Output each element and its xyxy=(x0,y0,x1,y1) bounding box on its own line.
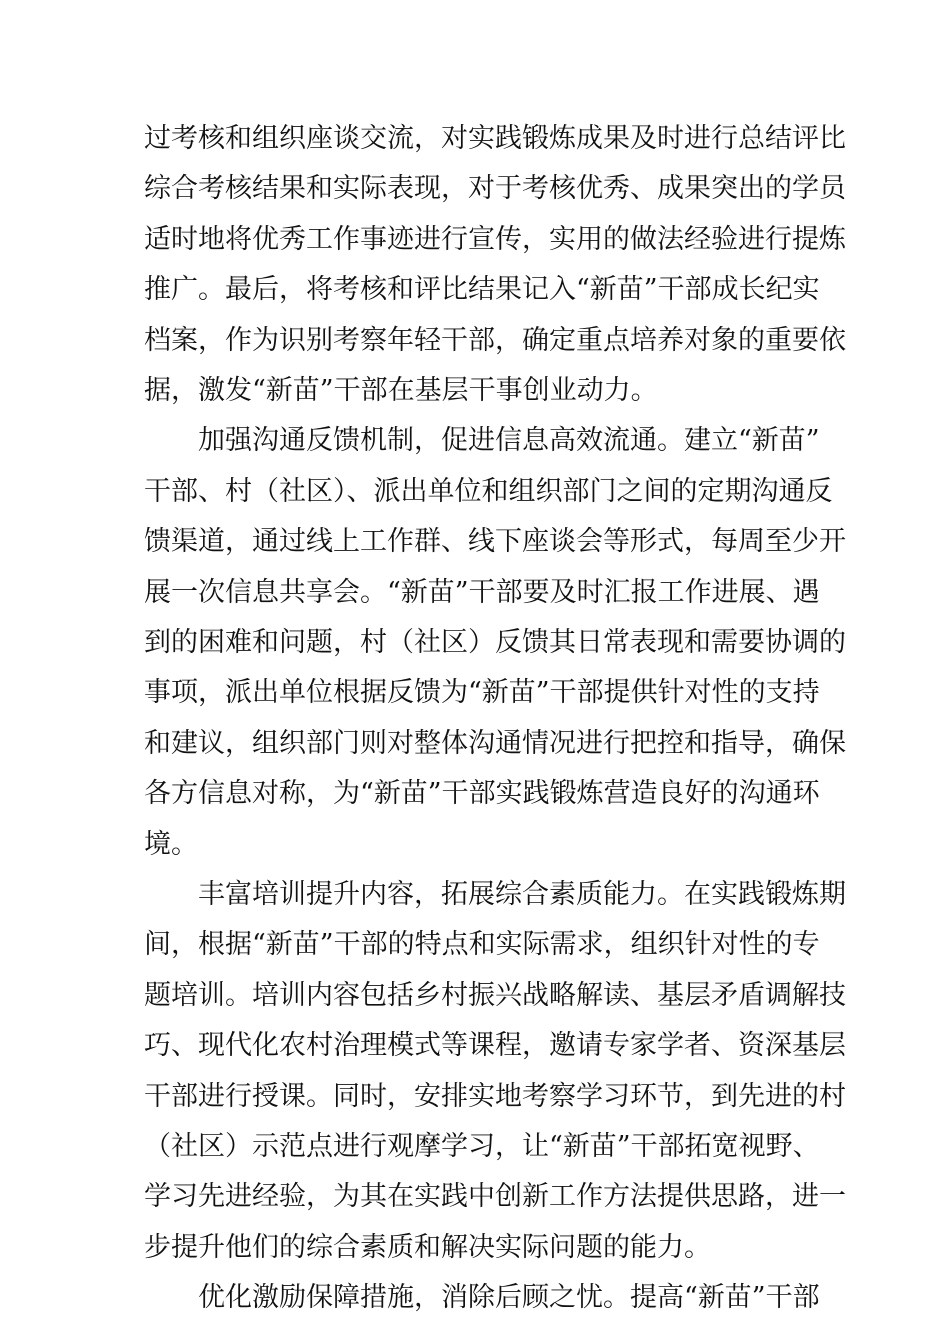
text-line: 到的困难和问题，村（社区）反馈其日常表现和需要协调的 xyxy=(144,627,846,658)
paragraph-first-line: 加强沟通反馈机制，促进信息高效流通。建立“新苗” xyxy=(198,425,820,457)
text-line: 各方信息对称，为“新苗”干部实践锻炼营造良好的沟通环 xyxy=(144,778,820,810)
text-line: 干部进行授课。同时，安排实地考察学习环节，到先进的村 xyxy=(144,1080,846,1112)
text-line: 题培训。培训内容包括乡村振兴战略解读、基层矛盾调解技 xyxy=(144,979,846,1011)
text-line: 过考核和组织座谈交流，对实践锻炼成果及时进行总结评比 xyxy=(144,123,846,154)
text-line: 境。 xyxy=(144,828,198,860)
text-line: 档案，作为识别考察年轻干部，确定重点培养对象的重要依 xyxy=(144,324,846,356)
text-line: 馈渠道，通过线上工作群、线下座谈会等形式，每周至少开 xyxy=(144,526,846,558)
text-line: 据，激发“新苗”干部在基层干事创业动力。 xyxy=(144,375,658,406)
text-line: 间，根据“新苗”干部的特点和实际需求，组织针对性的专 xyxy=(144,929,820,961)
text-line: 干部、村（社区）、派出单位和组织部门之间的定期沟通反 xyxy=(144,475,833,507)
text-line: 展一次信息共享会。“新苗”干部要及时汇报工作进展、遇 xyxy=(144,576,820,608)
text-line: 综合考核结果和实际表现，对于考核优秀、成果突出的学员 xyxy=(144,173,846,205)
text-line: 学习先进经验，为其在实践中创新工作方法提供思路，进一 xyxy=(144,1181,846,1213)
paragraph-first-line: 优化激励保障措施，消除后顾之忧。提高“新苗”干部 xyxy=(198,1282,820,1314)
text-line: 巧、现代化农村治理模式等课程，邀请专家学者、资深基层 xyxy=(144,1030,846,1062)
text-line: （社区）示范点进行观摩学习，让“新苗”干部拓宽视野、 xyxy=(144,1131,820,1162)
text-line: 适时地将优秀工作事迹进行宣传，实用的做法经验进行提炼 xyxy=(144,223,846,255)
text-line: 推广。最后，将考核和评比结果记入“新苗”干部成长纪实 xyxy=(144,274,820,306)
text-line: 步提升他们的综合素质和解决实际问题的能力。 xyxy=(144,1231,711,1263)
paragraph-first-line: 丰富培训提升内容，拓展综合素质能力。在实践锻炼期 xyxy=(198,879,846,910)
text-line: 事项，派出单位根据反馈为“新苗”干部提供针对性的支持 xyxy=(144,677,820,709)
text-line: 和建议，组织部门则对整体沟通情况进行把控和指导，确保 xyxy=(144,727,846,759)
